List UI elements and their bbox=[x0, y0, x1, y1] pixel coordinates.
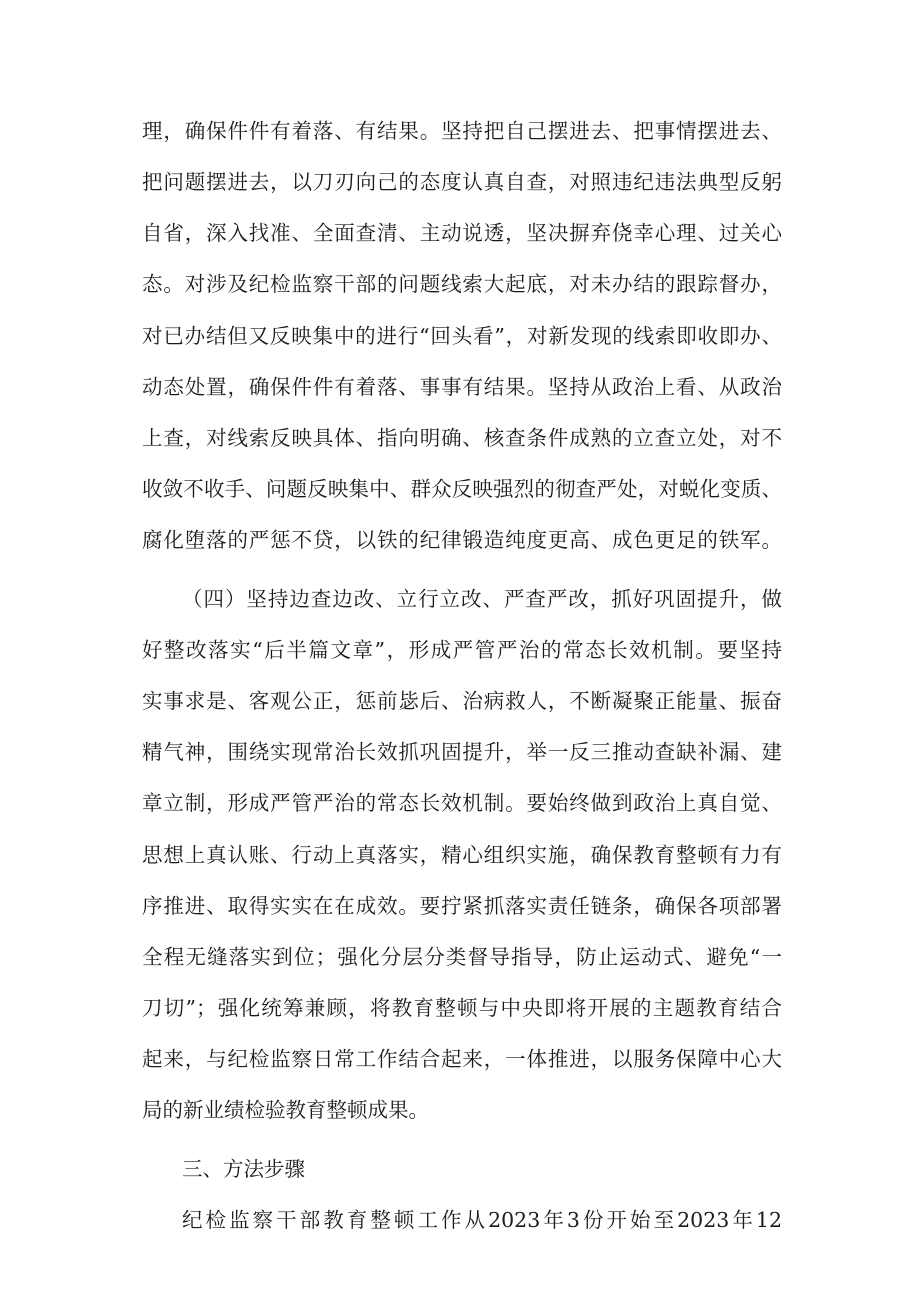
paragraph-line: 思想上真认账、行动上真落实，精心组织实施，确保教育整顿有力有 bbox=[142, 843, 782, 867]
paragraph-line: （四）坚持边查边改、立行立改、严查严改，抓好巩固提升，做 bbox=[182, 587, 782, 611]
paragraph-line: 局的新业绩检验教育整顿成果。 bbox=[142, 1098, 429, 1122]
paragraph-line: 序推进、取得实实在在成效。要拧紧抓落实责任链条，确保各项部署 bbox=[142, 894, 782, 918]
paragraph-line: 动态处置，确保件件有着落、事事有结果。坚持从政治上看、从政治 bbox=[142, 375, 782, 399]
paragraph-line: 精气神，围绕实现常治长效抓巩固提升，举一反三推动查缺补漏、建 bbox=[142, 740, 782, 764]
paragraph-line: 腐化堕落的严惩不贷，以铁的纪律锻造纯度更高、成色更足的铁军。 bbox=[142, 528, 782, 552]
paragraph-line: 收敛不收手、问题反映集中、群众反映强烈的彻查严处，对蜕化变质、 bbox=[142, 477, 782, 501]
paragraph-line: 纪检监察干部教育整顿工作从2023年3份开始至2023年12 bbox=[182, 1208, 782, 1232]
paragraph-line: 上查，对线索反映具体、指向明确、核查条件成熟的立查立处，对不 bbox=[142, 426, 782, 450]
section-heading: 三、方法步骤 bbox=[182, 1157, 305, 1181]
paragraph-line: 全程无缝落实到位；强化分层分类督导指导，防止运动式、避免“一 bbox=[142, 945, 782, 969]
paragraph-line: 章立制，形成严管严治的常态长效机制。要始终做到政治上真自觉、 bbox=[142, 791, 782, 815]
paragraph-line: 对已办结但又反映集中的进行“回头看”，对新发现的线索即收即办、 bbox=[142, 324, 782, 348]
paragraph-line: 起来，与纪检监察日常工作结合起来，一体推进，以服务保障中心大 bbox=[142, 1047, 782, 1071]
paragraph-line: 实事求是、客观公正，惩前毖后、治病救人，不断凝聚正能量、振奋 bbox=[142, 689, 782, 713]
paragraph-line: 刀切”；强化统筹兼顾，将教育整顿与中央即将开展的主题教育结合 bbox=[142, 996, 782, 1020]
paragraph-line: 好整改落实“后半篇文章”，形成严管严治的常态长效机制。要坚持 bbox=[142, 638, 782, 662]
paragraph-line: 把问题摆进去，以刀刃向己的态度认真自查，对照违纪违法典型反躬 bbox=[142, 170, 782, 194]
paragraph-line: 自省，深入找准、全面查清、主动说透，坚决摒弃侥幸心理、过关心 bbox=[142, 221, 782, 245]
paragraph-line: 理，确保件件有着落、有结果。坚持把自己摆进去、把事情摆进去、 bbox=[142, 119, 782, 143]
paragraph-line: 态。对涉及纪检监察干部的问题线索大起底，对未办结的跟踪督办， bbox=[142, 272, 782, 296]
